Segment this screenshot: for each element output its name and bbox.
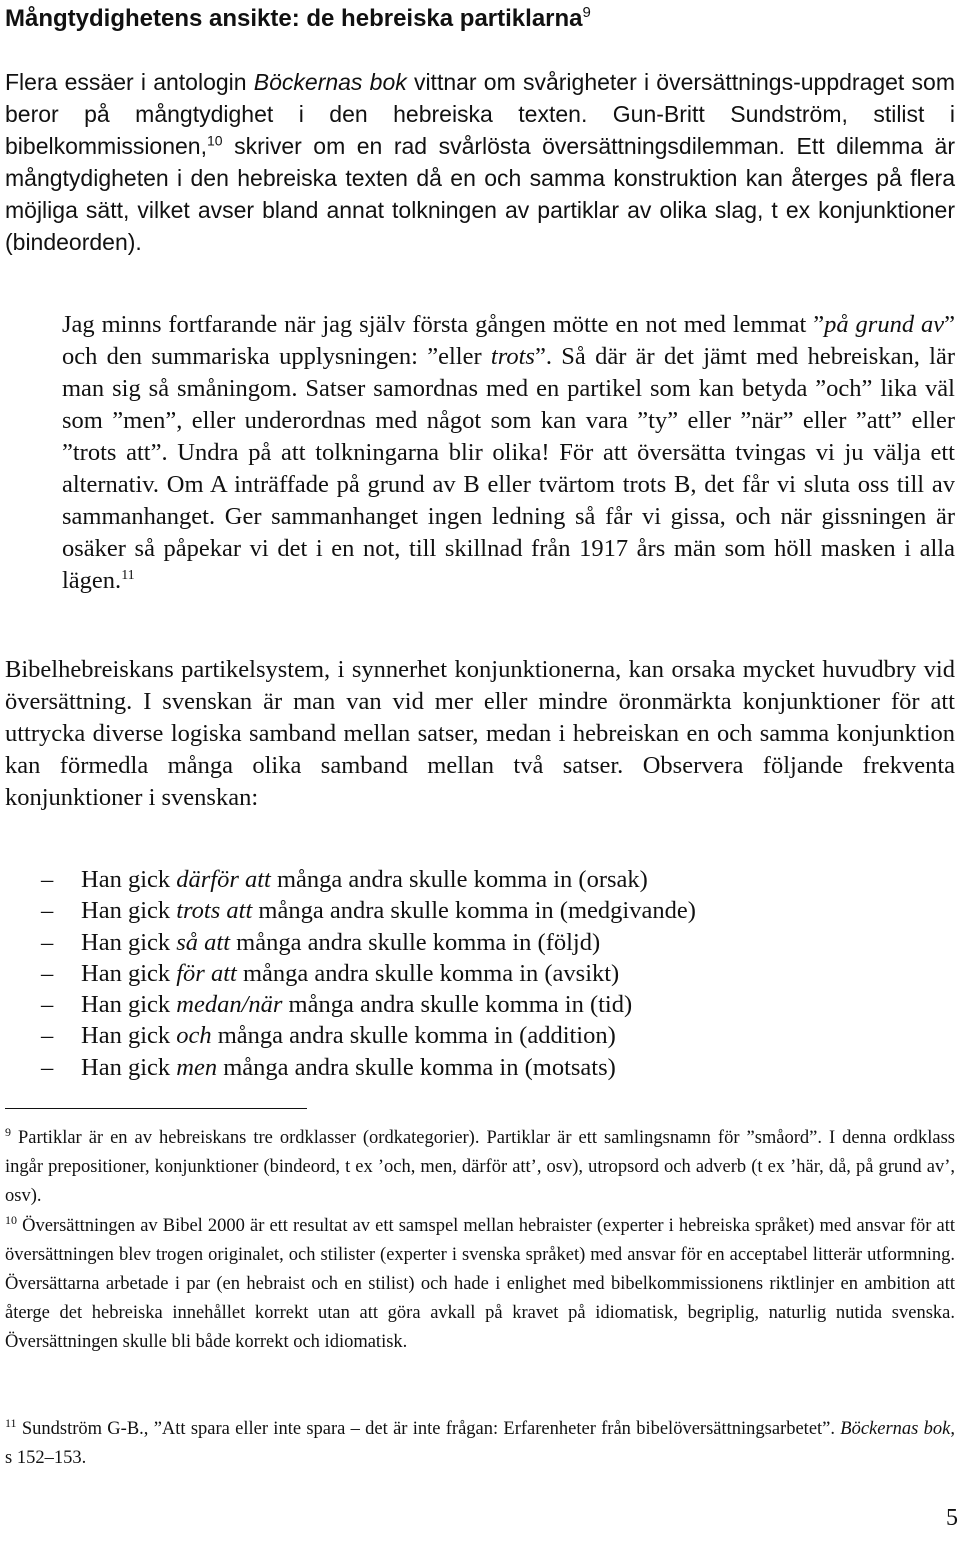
example-rest: många andra skulle komma in (följd) [230,928,601,956]
example-conjunction: för att [176,959,237,987]
page-number: 5 [946,1505,958,1531]
example-conjunction: trots att [176,897,253,925]
footnote-ref-11[interactable]: 11 [121,567,135,583]
list-item [41,895,921,926]
conjunction-example-list [41,864,921,1083]
footnote-text: Översättningen av Bibel 2000 är ett resultat av ett samspel mellan hebraister (experter i hebreiska språket) med ansvar för att översättningen blev trogen originalet, och stilister (experter i svenska språket) med ansvar för en acceptabel litterär utformning. Översättarna arbetade i par (en hebraist och en stilist) och hade i enlighet med bibelkommissionens riktlinjer en ambition att återge det hebreiska innehållet korrekt utan att göra avkall på kravet på idiomatisk, begriplig, naturlig nutida svenska. Översättningen skulle bli både korrekt och idiomatisk. [5,1216,955,1352]
page-title [5,2,591,36]
footnote-text: Sundström G-B., ”Att spara eller inte spara – det är inte frågan: Erfarenheter från bibelöversättningsarbetet”. [16,1419,841,1439]
quote-text-a: Jag minns fortfarande när jag själv första gången mötte en not med lemmat ” [62,311,825,338]
example-prefix: Han gick [81,866,177,893]
body-paragraph [5,654,955,814]
footnote-9 [5,1124,955,1211]
footnote-ref-10[interactable]: 10 [206,132,223,149]
example-rest: många andra skulle komma in (tid) [282,991,633,1019]
example-conjunction: därför att [176,866,271,893]
list-item [41,1052,921,1083]
footnote-10 [5,1212,955,1357]
footnote-text: Partiklar är en av hebreiskans tre ordklasser (ordkategorier). Partiklar är ett samlingsnamn för ”småord”. I denna ordklass ingår prepositioner, konjunktioner (bindeord, t ex ’och, men, därför att’, osv), utropsord och adverb (t ex ’här, då, på grund av’, osv). [5,1128,955,1206]
example-rest: många andra skulle komma in (motsats) [217,1053,616,1081]
quote-text-c: ” och den summariska upplysningen: ”eller [62,311,955,370]
example-prefix: Han gick [81,1022,177,1050]
list-item [41,1020,921,1051]
intro-paragraph [5,66,955,258]
book-title: Böckernas bok [253,69,407,95]
example-rest: många andra skulle komma in (avsikt) [236,959,620,987]
dash-bullet: – [41,897,54,925]
example-prefix: Han gick [81,991,177,1019]
example-prefix: Han gick [81,928,177,956]
quote-lemma: på grund av [824,311,945,338]
example-prefix: Han gick [81,959,177,987]
list-item [41,927,921,958]
body-paragraph-text: Bibelhebreiskans partikelsystem, i synnerhet konjunktionerna, kan orsaka mycket huvudbry vid översättning. I svenskan är man van vid mer eller mindre öronmärkta konjunktioner för att uttrycka diverse logiska samband mellan satser, medan i hebreiskan en och samma konjunktion kan förmedla många olika samband mellan två satser. Observera följande frekventa konjunktioner i svenskan: [5,656,955,811]
footnote-separator [5,1108,307,1109]
example-conjunction: så att [176,928,231,956]
quote-lemma-trots: trots [490,343,535,370]
list-item [41,989,921,1020]
intro-text-a: Flera essäer i antologin [5,69,254,95]
page-title-text: Mångtydighetens ansikte: de hebreiska partiklarna [5,5,583,32]
example-rest: många andra skulle komma in (orsak) [270,866,648,893]
footnote-book-title: Böckernas bok [840,1419,951,1439]
intro-text-d: skriver om en rad svårlösta översättningsdilemman. Ett dilemma är mångtydigheten i den hebreiska texten då en och samma konstruktion kan återges på flera möjliga sätt, vilket avser bland annat tolkningen av partiklar av olika slag, t ex konjunktioner (bindeorden). [5,133,955,255]
list-item [41,958,921,989]
footnote-ref-9[interactable]: 9 [582,4,591,21]
example-rest: många andra skulle komma in (medgivande) [252,897,696,925]
dash-bullet: – [41,1022,54,1050]
dash-bullet: – [41,991,54,1019]
dash-bullet: – [41,928,54,956]
example-conjunction: medan/när [176,991,283,1019]
example-prefix: Han gick [81,1053,177,1081]
example-conjunction: och [176,1022,212,1050]
block-quote [62,309,955,597]
footnote-text-end: , s 152–153. [5,1419,956,1468]
example-conjunction: men [176,1053,218,1081]
dash-bullet: – [41,1053,54,1081]
dash-bullet: – [41,866,54,893]
quote-text-e: ”. Så där är det jämt med hebreiskan, lär man sig så småningom. Satser samordnas med en partikel som kan betyda ”och” lika väl som ”men”, eller underordnas med något som kan vara ”ty” eller ”när” eller ”att” eller ”trots att”. Undra på att tolkningarna blir olika! För att översätta tvingas vi ju välja ett alternativ. Om A inträffade på grund av B eller tvärtom trots B, det får vi sluta oss till av sammanhanget. Ger sammanhanget ingen ledning så får vi gissa, och när gissningen är osäker så påpekar vi det i en not, till skillnad från 1917 års män som höll masken i alla lägen. [62,343,955,594]
footnote-11 [5,1415,955,1473]
footnote-number: 10 [5,1212,17,1227]
footnote-number: 9 [5,1124,11,1139]
example-rest: många andra skulle komma in (addition) [211,1022,616,1050]
footnote-number: 11 [5,1415,17,1430]
dash-bullet: – [41,959,54,987]
list-item [41,864,921,895]
intro-text-c: vittnar om svårigheter i översättnings-uppdraget som beror på mångtydighet i den hebreiska texten. Gun-Britt Sundström, stilist i bibelkommissionen, [5,69,955,159]
example-prefix: Han gick [81,897,177,925]
